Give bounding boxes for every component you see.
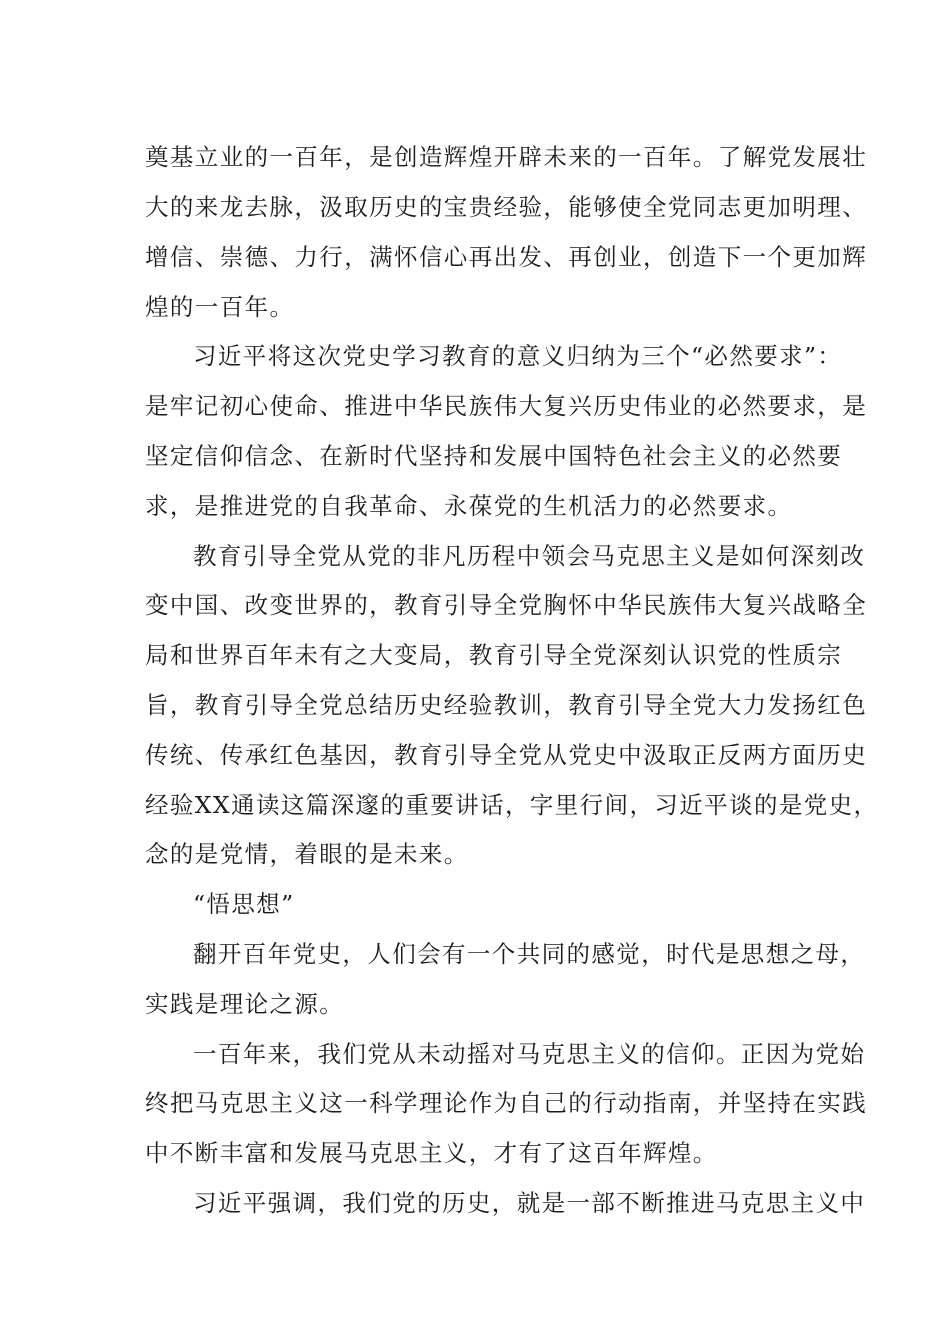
paragraph-first-line: 习近平强调，我们党的历史，就是一部不断推进马克思主义中 — [193, 1189, 866, 1217]
text-line: 传统、传承红色基因，教育引导全党从党史中汲取正反两方面历史 — [145, 741, 868, 769]
text-line: 终把马克思主义这一科学理论作为自己的行动指南，并坚持在实践 — [145, 1089, 868, 1117]
text-line: 变中国、改变世界的，教育引导全党胸怀中华民族伟大复兴战略全 — [145, 591, 868, 619]
text-line: 增信、崇德、力行，满怀信心再出发、再创业，创造下一个更加辉 — [145, 243, 868, 271]
paragraph-first-line: 翻开百年党史，人们会有一个共同的感觉，时代是思想之母， — [193, 940, 866, 968]
section-heading: “悟思想” — [193, 890, 295, 918]
text-line: 是牢记初心使命、推进中华民族伟大复兴历史伟业的必然要求，是 — [145, 392, 868, 420]
paragraph-first-line: 一百年来，我们党从未动摇对马克思主义的信仰。正因为党始 — [193, 1040, 866, 1068]
text-line: 念的是党情，着眼的是未来。 — [145, 840, 469, 868]
text-line: 奠基立业的一百年，是创造辉煌开辟未来的一百年。了解党发展壮 — [145, 143, 868, 171]
text-line: 局和世界百年未有之大变局，教育引导全党深刻认识党的性质宗 — [145, 641, 843, 669]
text-line: 实践是理论之源。 — [145, 990, 345, 1018]
text-line: 经验XX通读这篇深邃的重要讲话，字里行间，习近平谈的是党史， — [145, 791, 879, 819]
text-line: 旨，教育引导全党总结历史经验教训，教育引导全党大力发扬红色 — [145, 691, 868, 719]
text-line: 大的来龙去脉，汲取历史的宝贵经验，能够使全党同志更加明理、 — [145, 193, 868, 221]
text-line: 坚定信仰信念、在新时代坚持和发展中国特色社会主义的必然要 — [145, 442, 843, 470]
text-line: 中不断丰富和发展马克思主义，才有了这百年辉煌。 — [145, 1139, 718, 1167]
text-line: 求，是推进党的自我革命、永葆党的生机活力的必然要求。 — [145, 492, 793, 520]
paragraph-first-line: 教育引导全党从党的非凡历程中领会马克思主义是如何深刻改 — [193, 542, 866, 570]
text-line: 煌的一百年。 — [145, 293, 295, 321]
paragraph-first-line: 习近平将这次党史学习教育的意义归纳为三个“必然要求”： — [193, 342, 843, 370]
